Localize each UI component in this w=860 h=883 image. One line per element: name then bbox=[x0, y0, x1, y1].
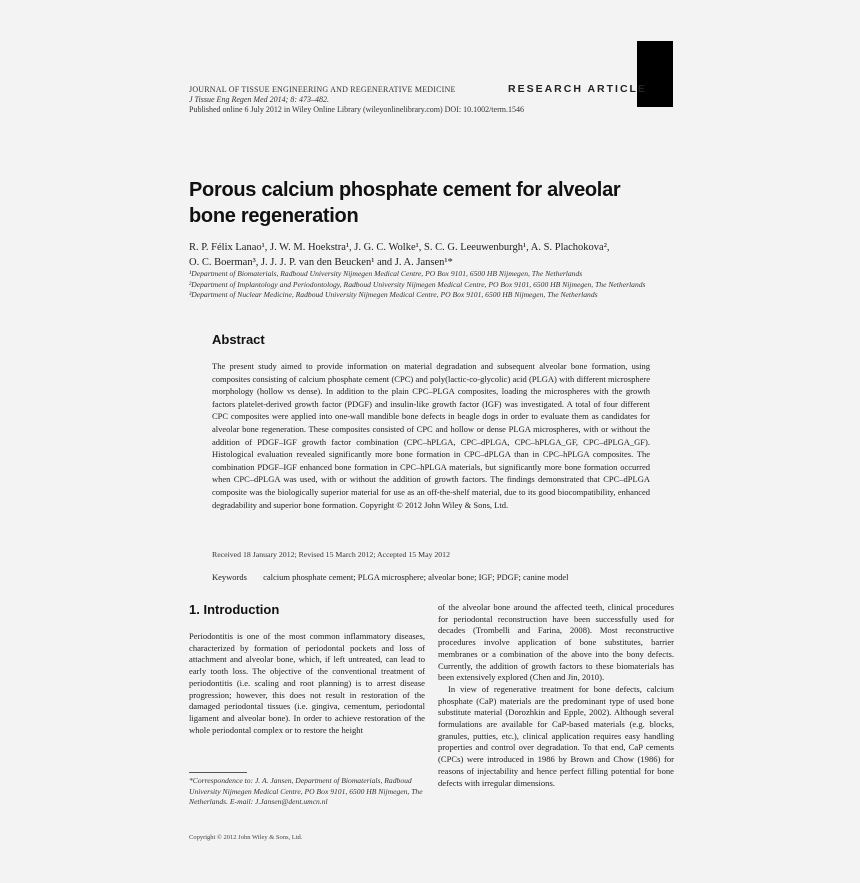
section-label: RESEARCH ARTICLE bbox=[508, 83, 647, 95]
page-copyright: Copyright © 2012 John Wiley & Sons, Ltd. bbox=[189, 834, 303, 841]
section-tab-marker bbox=[637, 41, 673, 107]
affiliation-2: ²Department of Implantology and Periodontology, Radboud University Nijmegen Medical Centre, PO Box 9101, 6500 HB Nijmegen, The Netherlands bbox=[189, 279, 646, 289]
publication-info: Published online 6 July 2012 in Wiley Online Library (wileyonlinelibrary.com) DOI: 10.1002/term.1546 bbox=[189, 105, 524, 114]
correspondence-footnote: *Correspondence to: J. A. Jansen, Department of Biomaterials, Radboud University Nijmegen Medical Centre, PO Box 9101, 6500 HB Nijmegen, The Netherlands. E-mail: J.Jansen@dent.umcn.nl bbox=[189, 776, 423, 806]
right-paragraph-1: of the alveolar bone around the affected teeth, clinical procedures for periodontal reconstruction have been successfully used for decades (Trombelli and Farina, 2008). Most reconstructive procedures involve application of bone substitutes, barrier membranes or a combination of the above into the bony defects. Currently, the addition of growth factors to these biomaterials has been extensively explored (Chen and Jin, 2010). bbox=[438, 602, 674, 683]
journal-name: JOURNAL OF TISSUE ENGINEERING AND REGENERATIVE MEDICINE bbox=[189, 85, 456, 94]
abstract-text: The present study aimed to provide information on material degradation and subsequent alveolar bone formation, using composites consisting of calcium phosphate cement (CPC) and poly(lactic-co-glycolic) acid (PLGA) with different microsphere morphology (hollow vs dense). In addition to the plain CPC–PLGA composites, loading the microspheres with the growth factors platelet-derived growth factor (PDGF) and insulin-like growth factor (IGF) was investigated. A total of four different CPC composites were applied into one-wall mandible bone defects in beagle dogs in order to evaluate them as candidates for alveolar bone regeneration. These composites consisted of CPC and hollow or dense PLGA microspheres, with or without the addition of PDGF–IGF growth factor combination (CPC–hPLGA, CPC–dPLGA, CPC–hPLGA_GF, CPC–dPLGA_GF). Histological evaluation revealed significantly more bone formation in CPC–dPLGA than in CPC–hPLGA composites. The combination PDGF–IGF enhanced bone formation in CPC–hPLGA materials, but significantly more bone formation occurred when CPC–dPLGA was used, with or without the addition of growth factors. The findings demonstrated that CPC–dPLGA composite was the biologically superior material for use as an off-the-shelf material, due to its good biocompatibility, enhanced degradability and superior bone formation. Copyright © 2012 John Wiley & Sons, Ltd. bbox=[212, 361, 650, 510]
journal-citation: J Tissue Eng Regen Med 2014; 8: 473–482. bbox=[189, 95, 329, 104]
abstract-heading: Abstract bbox=[212, 332, 265, 347]
article-title: Porous calcium phosphate cement for alveolar bone regeneration bbox=[189, 179, 621, 227]
affiliations bbox=[189, 269, 669, 301]
authors-line-1: R. P. Félix Lanao¹, J. W. M. Hoekstra¹, J. G. C. Wolke¹, S. C. G. Leeuwenburgh¹, A. S. Plachokova², bbox=[189, 242, 610, 253]
affiliation-3: ³Department of Nuclear Medicine, Radboud University Nijmegen Medical Centre, PO Box 9101, 6500 HB Nijmegen, The Netherlands bbox=[189, 290, 598, 299]
journal-header bbox=[189, 85, 524, 115]
affiliation-1: ¹Department of Biomaterials, Radboud University Nijmegen Medical Centre, PO Box 9101, 6500 HB Nijmegen, The Netherlands bbox=[189, 269, 583, 278]
keywords-line bbox=[212, 572, 569, 582]
keywords-label: Keywords bbox=[212, 572, 247, 582]
right-paragraph-2: In view of regenerative treatment for bone defects, calcium phosphate (CaP) materials are the predominant type of used bone substitute material (Dorozhkin and Epple, 2002). Although several formulations are available for CaP-based materials (e.g. blocks, granules, putties, etc.), clinical application requires easy handling properties and control over degradation. To that end, CaP cements (CPCs) were introduced in 1986 by Brown and Chow (1986) for reasons of injectability and hence perfect filling potential for bone defects with irregular dimensions. bbox=[438, 683, 674, 788]
introduction-left-column: Periodontitis is one of the most common inflammatory diseases, characterized by formation of periodontal pockets and loss of attachment and alveolar bone, which, if left untreated, can lead to early tooth loss. The objective of the conventional treatment of periodontitis (i.e. scaling and root planning) is to arrest disease progression; however, this does not result in restoration of the damaged periodontal tissues (i.e. gingiva, cementum, periodontal ligament and alveolar bone). In order to achieve restoration of the whole periodontal complex or to restore the height bbox=[189, 631, 425, 735]
footnote-divider bbox=[189, 772, 247, 773]
introduction-heading: 1. Introduction bbox=[189, 602, 280, 617]
introduction-right-column bbox=[438, 602, 674, 789]
received-dates: Received 18 January 2012; Revised 15 March 2012; Accepted 15 May 2012 bbox=[212, 550, 450, 559]
authors-line-2: O. C. Boerman³, J. J. J. P. van den Beucken¹ and J. A. Jansen¹* bbox=[189, 257, 453, 268]
keywords-list: calcium phosphate cement; PLGA microsphere; alveolar bone; IGF; PDGF; canine model bbox=[263, 572, 569, 582]
author-list bbox=[189, 240, 669, 270]
